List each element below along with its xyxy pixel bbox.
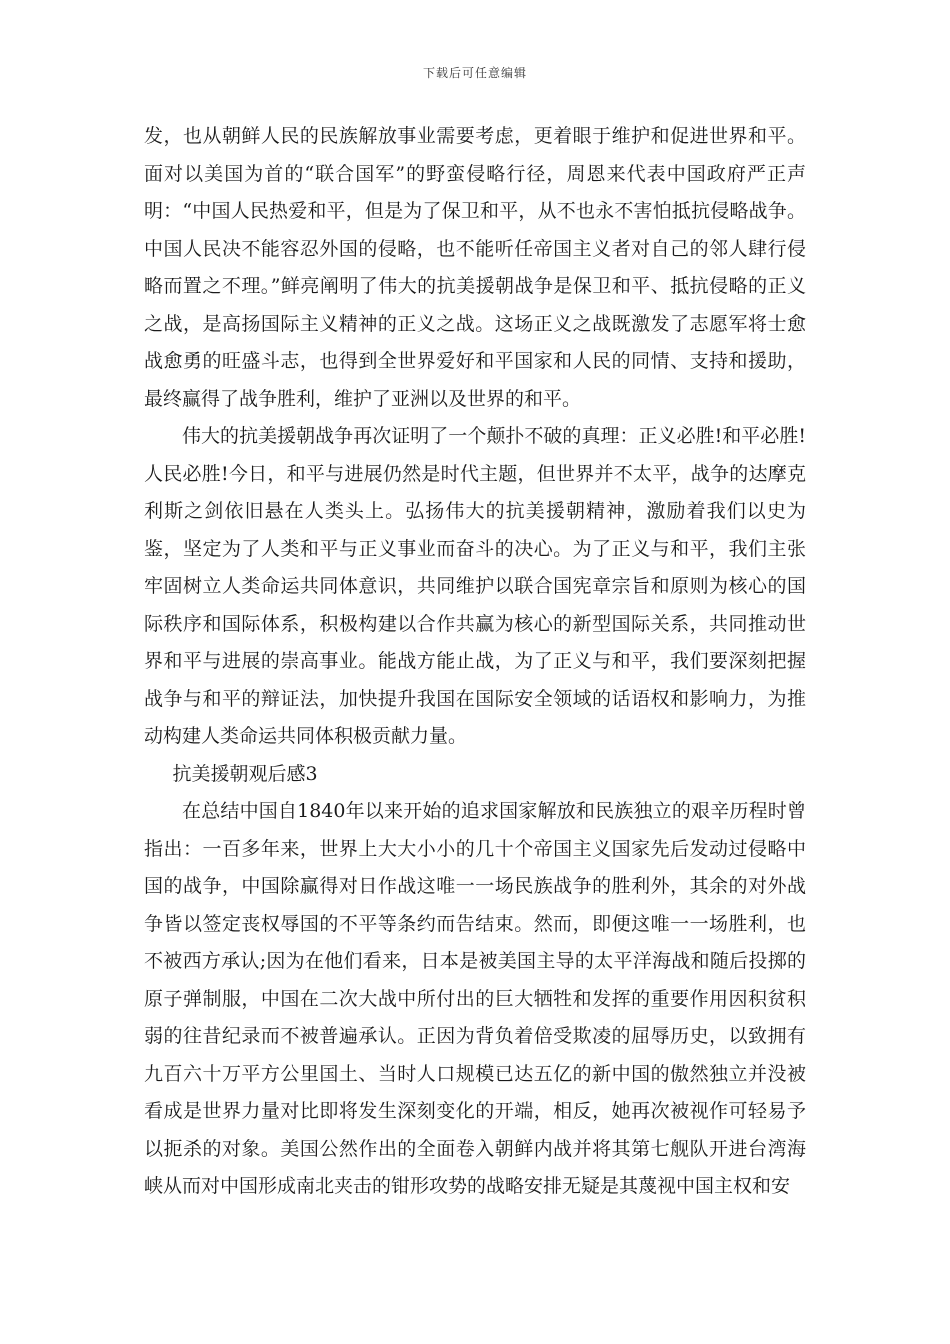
paragraph-continuation: 发，也从朝鲜人民的民族解放事业需要考虑，更着眼于维护和促进世界和平。面对以美国为首的“联合国军”的野蛮侵略行径，周恩来代表中国政府严正声明：“中国人民热爱和平，但是为了保卫和平，从不也永不害怕抵抗侵略战争。中国人民决不能容忍外国的侵略，也不能听任帝国主义者对自己的邻人肆行侵略而置之不理。”鲜亮阐明了伟大的抗美援朝战争是保卫和平、抵抗侵略的正义之战，是高扬国际主义精神的正义之战。这场正义之战既激发了志愿军将士愈战愈勇的旺盛斗志，也得到全世界爱好和平国家和人民的同情、支持和援助，最终赢得了战争胜利，维护了亚洲以及世界的和平。 [144, 125, 806, 410]
paragraph-justice-victory: 伟大的抗美援朝战争再次证明了一个颠扑不破的真理：正义必胜!和平必胜!人民必胜!今日，和平与进展仍然是时代主题，但世界并不太平，战争的达摩克利斯之剑依旧悬在人类头上。弘扬伟大的抗美援朝精神，激励着我们以史为鉴，坚定为了人类和平与正义事业而奋斗的决心。为了正义与和平，我们主张牢固树立人类命运共同体意识，共同维护以联合国宪章宗旨和原则为核心的国际秩序和国际体系，积极构建以合作共赢为核心的新型国际关系，共同推动世界和平与进展的崇高事业。能战方能止战，为了正义与和平，我们要深刻把握战争与和平的辩证法，加快提升我国在国际安全领域的话语权和影响力，为推动构建人类命运共同体积极贡献力量。 [144, 425, 806, 747]
document-body [144, 118, 806, 1206]
page-header: 下载后可任意编辑 [422, 66, 527, 80]
paragraph-history-summary: 在总结中国自1840年以来开始的追求国家解放和民族独立的艰辛历程时曾指出：一百多年来，世界上大大小小的几十个帝国主义国家先后发动过侵略中国的战争，中国除赢得对日作战这唯一一场民族战争的胜利外，其余的对外战争皆以签定丧权辱国的不平等条约而告结束。然而，即便这唯一一场胜利，也不被西方承认;因为在他们看来，日本是被美国主导的太平洋海战和随后投掷的原子弹制服，中国在二次大战中所付出的巨大牺牲和发挥的重要作用因积贫积弱的往昔纪录而不被普遍承认。正因为背负着倍受欺凌的屈辱历史，以致拥有九百六十万平方公里国土、当时人口规模已达五亿的新中国的傲然独立并没被看成是世界力量对比即将发生深刻变化的开端，相反，她再次被视作可轻易予以扼杀的对象。美国公然作出的全面卷入朝鲜内战并将其第七舰队开进台湾海峡从而对中国形成南北夹击的钳形攻势的战略安排无疑是其蔑视中国主权和安 [144, 800, 806, 1197]
section-heading: 抗美援朝观后感3 [172, 762, 318, 785]
